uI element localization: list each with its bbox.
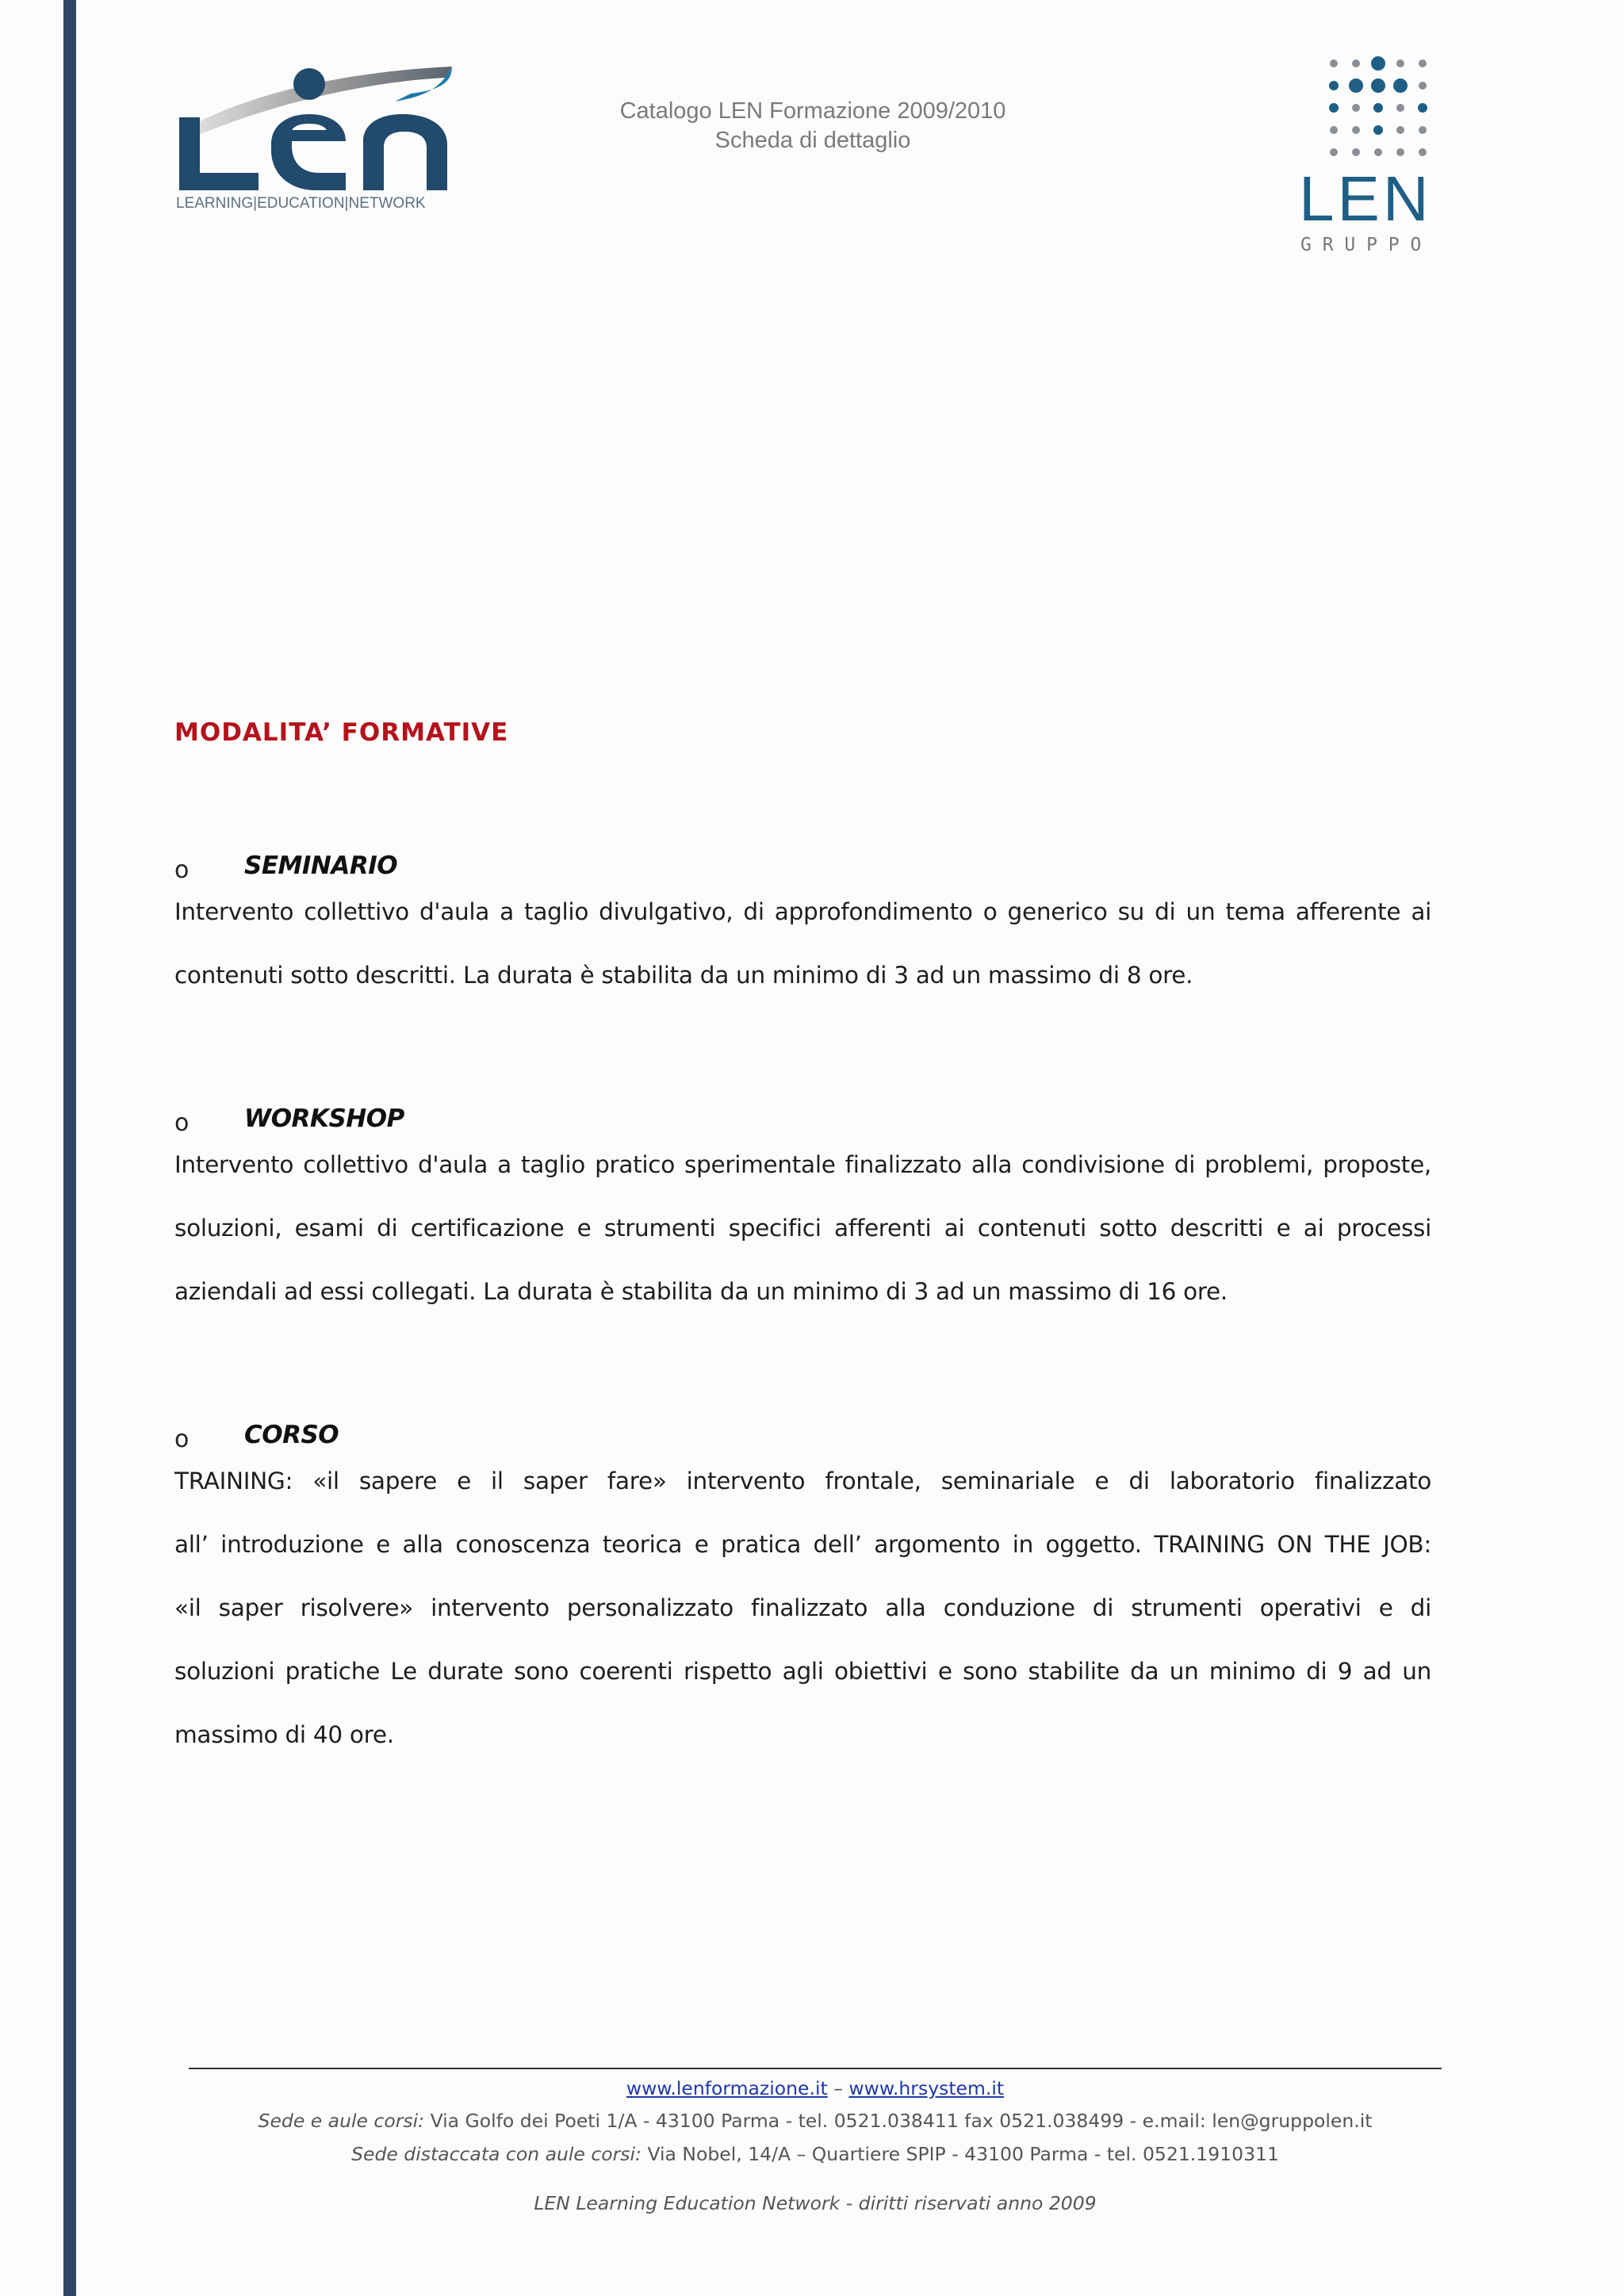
- len-logo: [173, 62, 458, 211]
- description-line: all’ introduzione e alla conoscenza teorica e pratica dell’ argomento in oggetto. TRAINING ON THE JOB:: [174, 1531, 1431, 1558]
- len-gruppo-logo: [1296, 52, 1478, 260]
- len-logo-tagline: LEARNING|EDUCATION|NETWORK: [176, 195, 426, 211]
- item-description: [174, 1449, 1431, 1766]
- description-line: soluzioni, esami di certificazione e strumenti specifici afferenti ai contenuti sotto descritti e ai processi: [174, 1215, 1431, 1242]
- bullet-icon: o: [174, 1109, 190, 1137]
- footer-address-secondary: [189, 2143, 1442, 2165]
- footer-address-label: Sede distaccata con aule corsi:: [351, 2143, 642, 2165]
- copyright-text: LEN Learning Education Network - diritti riservati anno 2009: [534, 2192, 1097, 2214]
- description-line: contenuti sotto descritti. La durata è stabilita da un minimo di 3 ad un massimo di 8 ore.: [174, 962, 1193, 989]
- item-title: SEMINARIO: [244, 851, 398, 880]
- footer-address-text: Via Nobel, 14/A – Quartiere SPIP - 43100 Parma - tel. 0521.1910311: [641, 2143, 1279, 2165]
- description-line: massimo di 40 ore.: [174, 1721, 394, 1748]
- lenformazione-link[interactable]: www.lenformazione.it: [626, 2077, 828, 2099]
- catalog-subtitle: Scheda di dettaglio: [714, 128, 911, 153]
- item-description: [174, 1133, 1431, 1323]
- footer-address-label: Sede e aule corsi:: [258, 2110, 425, 2132]
- footer-link-separator: –: [827, 2077, 849, 2099]
- footer-address-main: [189, 2110, 1442, 2132]
- description-line: TRAINING: «il sapere e il saper fare» intervento frontale, seminariale e di laboratorio finalizzato: [174, 1468, 1431, 1494]
- bullet-icon: o: [174, 856, 190, 884]
- dot-grid-icon: [1329, 56, 1427, 156]
- item-title: CORSO: [244, 1421, 339, 1449]
- section-title: MODALITA’ FORMATIVE: [174, 718, 509, 747]
- description-line: Intervento collettivo d'aula a taglio divulgativo, di approfondimento o generico su di un tema afferente ai: [174, 898, 1431, 925]
- hrsystem-link[interactable]: www.hrsystem.it: [848, 2077, 1005, 2099]
- footer-divider: [189, 2068, 1442, 2069]
- description-line: aziendali ad essi collegati. La durata è stabilita da un minimo di 3 ad un massimo di 16 ore.: [174, 1278, 1228, 1305]
- left-margin-bar: [63, 0, 76, 2296]
- description-line: soluzioni pratiche Le durate sono coerenti rispetto agli obiettivi e sono stabilite da un minimo di 9 ad un: [174, 1658, 1431, 1685]
- len-gruppo-wordmark: LEN: [1299, 163, 1432, 234]
- item-description: [174, 880, 1431, 1007]
- footer-links: [189, 2077, 1442, 2099]
- document-header: [555, 97, 1071, 155]
- footer-copyright: [189, 2192, 1442, 2214]
- description-line: Intervento collettivo d'aula a taglio pratico sperimentale finalizzato alla condivisione di problemi, proposte,: [174, 1151, 1431, 1178]
- len-gruppo-tagline: G R U P P O: [1300, 235, 1422, 255]
- bullet-icon: o: [174, 1425, 190, 1453]
- catalog-title: Catalogo LEN Formazione 2009/2010: [619, 98, 1006, 124]
- item-title: WORKSHOP: [244, 1104, 404, 1133]
- footer-address-text: Via Golfo dei Poeti 1/A - 43100 Parma - tel. 0521.038411 fax 0521.038499 - e.mail: len@gruppolen.it: [424, 2110, 1373, 2132]
- description-line: «il saper risolvere» intervento personalizzato finalizzato alla conduzione di strumenti operativi e di: [174, 1594, 1431, 1621]
